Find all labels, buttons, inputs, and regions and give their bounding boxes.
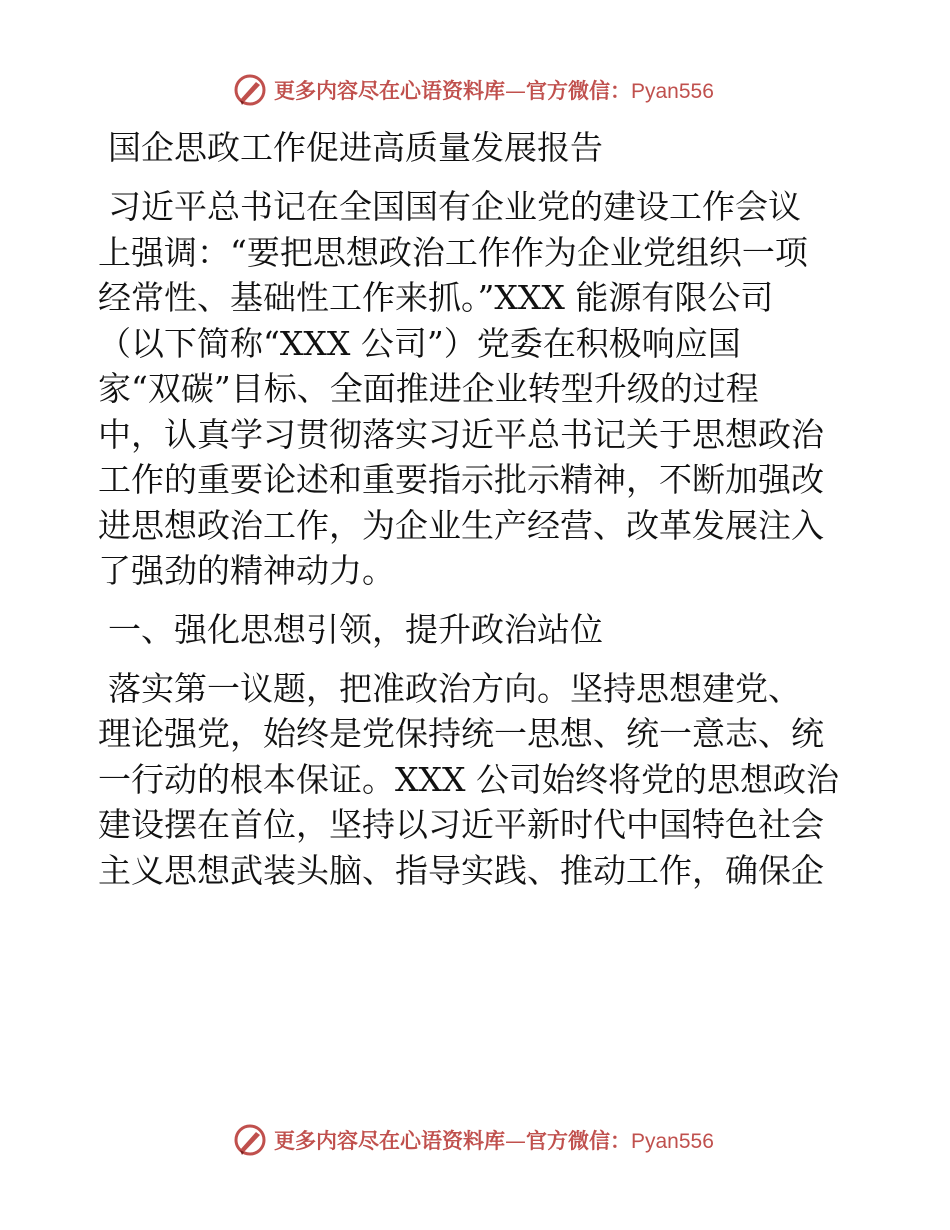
banner-separator: — [505,79,526,103]
document-body [98,124,850,905]
text-line: 习近平总书记在全国国有企业党的建设工作会议 [108,187,801,226]
header-banner [232,70,714,110]
banner-wechat-id: Pyan556 [631,80,714,103]
text-line: 一行动的根本保证。XXX 公司始终将党的思想政治 [98,759,839,799]
banner-separator: — [505,1129,526,1153]
footer-banner [232,1120,714,1160]
text-line: 落实第一议题，把准政治方向。坚持思想建党、 [108,668,801,708]
text-line: （以下简称“XXX 公司”）党委在积极响应国 [98,323,741,363]
text-line: 家“双碳”目标、全面推进企业转型升级的过程 [98,369,759,408]
paragraph-intro [98,184,850,594]
banner-wechat-id: Pyan556 [631,1130,714,1153]
text-line: 主义思想武装头脑、指导实践、推动工作，确保企 [98,850,824,890]
banner-official-label: 官方微信： [526,79,631,103]
banner-text [274,1125,714,1155]
banner-site-name: 更多内容尽在心语资料库 [274,79,505,103]
text-line: 建设摆在首位，坚持以习近平新时代中国特色社会 [98,805,824,844]
banner-text [274,75,714,105]
text-line: 经常性、基础性工作来抓。”XXX 能源有限公司 [98,278,774,317]
pen-in-circle-logo-icon [232,1122,268,1158]
text-line: 中，认真学习贯彻落实习近平总书记关于思想政治 [98,414,824,454]
text-line: 工作的重要论述和重要指示批示精神，不断加强改 [98,460,824,499]
text-line: 了强劲的精神动力。 [98,551,395,590]
document-title: 国企思政工作促进高质量发展报告 [108,128,603,167]
section-heading-1: 一、强化思想引领，提升政治站位 [108,609,603,649]
paragraph-section-1 [98,666,850,894]
text-line: 进思想政治工作，为企业生产经营、改革发展注入 [98,505,824,545]
pen-in-circle-logo-icon [232,72,268,108]
text-line: 理论强党，始终是党保持统一思想、统一意志、统 [98,714,824,753]
banner-site-name: 更多内容尽在心语资料库 [274,1129,505,1153]
text-line: 上强调：“要把思想政治工作作为企业党组织一项 [98,232,808,272]
banner-official-label: 官方微信： [526,1129,631,1153]
